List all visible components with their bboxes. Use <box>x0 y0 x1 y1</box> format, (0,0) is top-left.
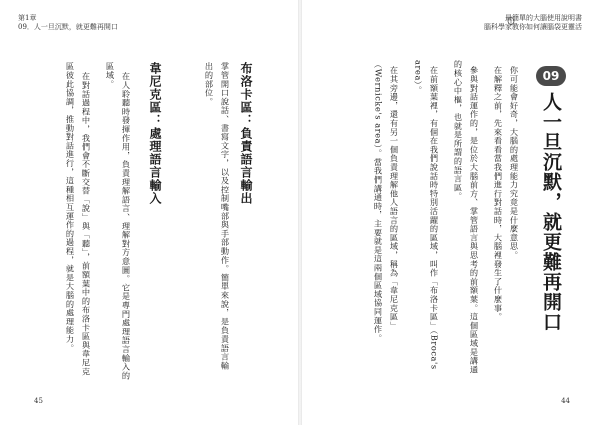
wernicke-text-line-4: 區彼此協調，推動對話進行，這種相互運作的過程，就是大腦的處理能力。 <box>65 62 76 353</box>
body-paragraph-2: 在解釋之前，先來看看當我們進行對話時，大腦裡發生了什麼事。 <box>493 66 504 322</box>
body-paragraph-4-line-1: 在前額葉裡，有個在我們說話時特別活躍的區域，叫作「布洛卡區」（Broca's <box>429 66 440 370</box>
subheading-broca: 布洛卡區：負責語言輸出 <box>239 62 253 205</box>
left-page <box>0 0 298 425</box>
book-title-line-1: 最簡單的大腦使用說明書 <box>505 14 582 22</box>
subheading-wernicke: 韋尼克區：處理語言輸入 <box>148 62 162 205</box>
body-paragraph-3-line-1: 參與對話運作的，是位於大腦前方、掌管語言與思考的前額葉。這個區域是講通 <box>469 66 480 374</box>
wernicke-text-line-2: 區域。 <box>105 62 116 89</box>
broca-text-line-2: 出的部位。 <box>204 62 215 106</box>
body-paragraph-3-line-2: 的核心中樞，也就是所謂的語言區。 <box>453 60 464 201</box>
broca-text-line-1: 掌管開口說話、書寫文字，以及控制嘴部與手部動作。簡單來說，是負責語言輸 <box>220 62 231 370</box>
chapter-number-badge: 09 <box>536 66 566 86</box>
page-number-right: 44 <box>561 397 570 405</box>
running-header-left <box>18 14 118 32</box>
running-header-right <box>484 14 582 32</box>
body-paragraph-1: 你可能會好奇，大腦的處理能力究竟是什麼意思。 <box>509 66 520 260</box>
body-paragraph-5-line-1: 在其旁邊，還有另一個負責理解他人語言的區域，稱為「韋尼克區」 <box>389 66 400 330</box>
wernicke-text-line-3: 在對話過程中，我們會不斷交替「說」與「聽」，前額葉中的布洛卡區與韋尼克 <box>81 72 92 376</box>
book-title-line-2: 腦科學家教你如何讓腦袋更靈活 <box>484 23 582 31</box>
chapter-label: 第1章 <box>18 14 37 22</box>
body-paragraph-4-line-2: area）。 <box>413 60 424 95</box>
leaf-icon <box>506 16 516 26</box>
page-number-left: 45 <box>34 397 43 405</box>
article-title: 人一旦沉默，就更難再開口 <box>540 92 562 332</box>
body-paragraph-5-line-2: （Wernicke's area）。當我們講通時，主要就是這兩個區域協同運作。 <box>373 60 384 343</box>
wernicke-text-line-1: 在人聆聽時發揮作用，負責理解語言、理解對方意圖。它是專門處理語言輸入的 <box>121 72 132 380</box>
section-label: 09．人一旦沉默，就更難再開口 <box>18 23 118 31</box>
